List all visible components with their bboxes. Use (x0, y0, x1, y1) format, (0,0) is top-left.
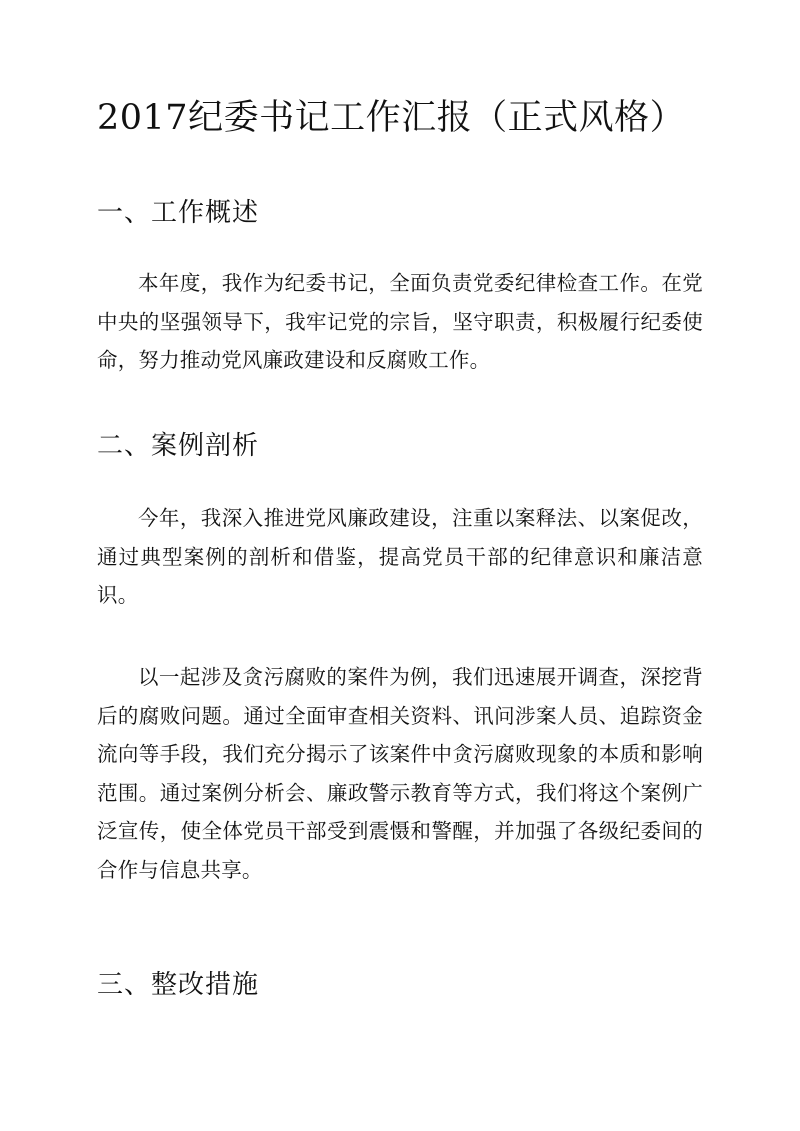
paragraph-work-overview: 本年度，我作为纪委书记，全面负责党委纪律检查工作。在党中央的坚强领导下，我牢记党的宗旨，坚守职责，积极履行纪委使命，努力推动党风廉政建设和反腐败工作。 (97, 271, 703, 372)
section-heading-case-analysis: 二、案例剖析 (97, 431, 260, 461)
section-heading-rectification-measures: 三、整改措施 (97, 970, 260, 1000)
section-heading-work-overview: 一、工作概述 (97, 198, 260, 228)
paragraph-case-analysis-intro: 今年，我深入推进党风廉政建设，注重以案释法、以案促改，通过典型案例的剖析和借鉴，提高党员干部的纪律意识和廉洁意识。 (97, 506, 703, 607)
paragraph-case-analysis-example: 以一起涉及贪污腐败的案件为例，我们迅速展开调查，深挖背后的腐败问题。通过全面审查相关资料、讯问涉案人员、追踪资金流向等手段，我们充分揭示了该案件中贪污腐败现象的本质和影响范围。通过案例分析会、廉政警示教育等方式，我们将这个案例广泛宣传，使全体党员干部受到震慑和警醒，并加强了各级纪委间的合作与信息共享。 (97, 665, 703, 882)
document-title: 2017纪委书记工作汇报（正式风格） (97, 98, 686, 138)
